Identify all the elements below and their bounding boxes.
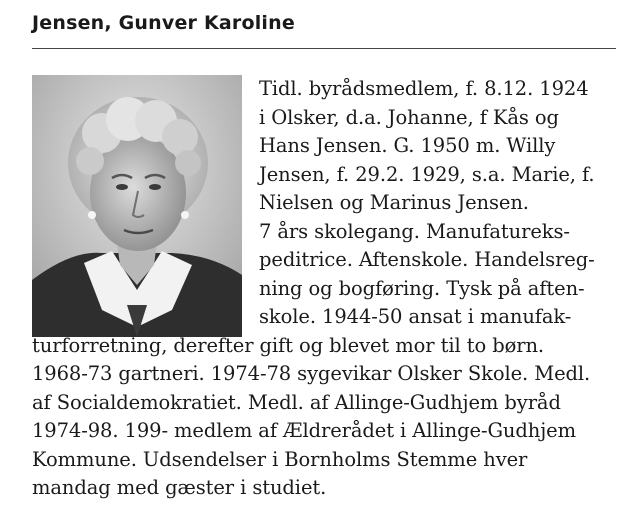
biography-line: mandag med gæster i studiet. bbox=[32, 476, 327, 499]
biography-line: skole. 1944-50 ansat i manufak- bbox=[259, 305, 572, 328]
heading-divider bbox=[32, 48, 616, 49]
biography-line: 1974-98. 199- medlem af Ældrerådet i Allinge-Gudhjem bbox=[32, 419, 577, 442]
biography-line: i Olsker, d.a. Johanne, f Kås og bbox=[259, 106, 559, 129]
biography-line: Jensen, f. 29.2. 1929, s.a. Marie, f. bbox=[259, 163, 595, 186]
biography-line: Hans Jensen. G. 1950 m. Willy bbox=[259, 134, 556, 157]
biography-line: ning og bogføring. Tysk på aften- bbox=[259, 277, 585, 300]
portrait-photo bbox=[32, 75, 242, 337]
biography-line: turforretning, derefter gift og blevet mor til to børn. bbox=[32, 334, 545, 357]
biography-line: 1968-73 gartneri. 1974-78 sygevikar Olsker Skole. Medl. bbox=[32, 362, 591, 385]
biography-line: peditrice. Aftenskole. Handelsreg- bbox=[259, 248, 595, 271]
entry-name: Jensen, Gunver Karoline bbox=[32, 12, 295, 34]
biography-line: Nielsen og Marinus Jensen. bbox=[259, 191, 529, 214]
biography-line: af Socialdemokratiet. Medl. af Allinge-Gudhjem byråd bbox=[32, 391, 561, 414]
portrait-illustration bbox=[32, 75, 242, 337]
biography-line: Kommune. Udsendelser i Bornholms Stemme hver bbox=[32, 448, 528, 471]
biography-line: Tidl. byrådsmedlem, f. 8.12. 1924 bbox=[259, 77, 589, 100]
biography-line: 7 års skolegang. Manufatureks- bbox=[259, 220, 570, 243]
